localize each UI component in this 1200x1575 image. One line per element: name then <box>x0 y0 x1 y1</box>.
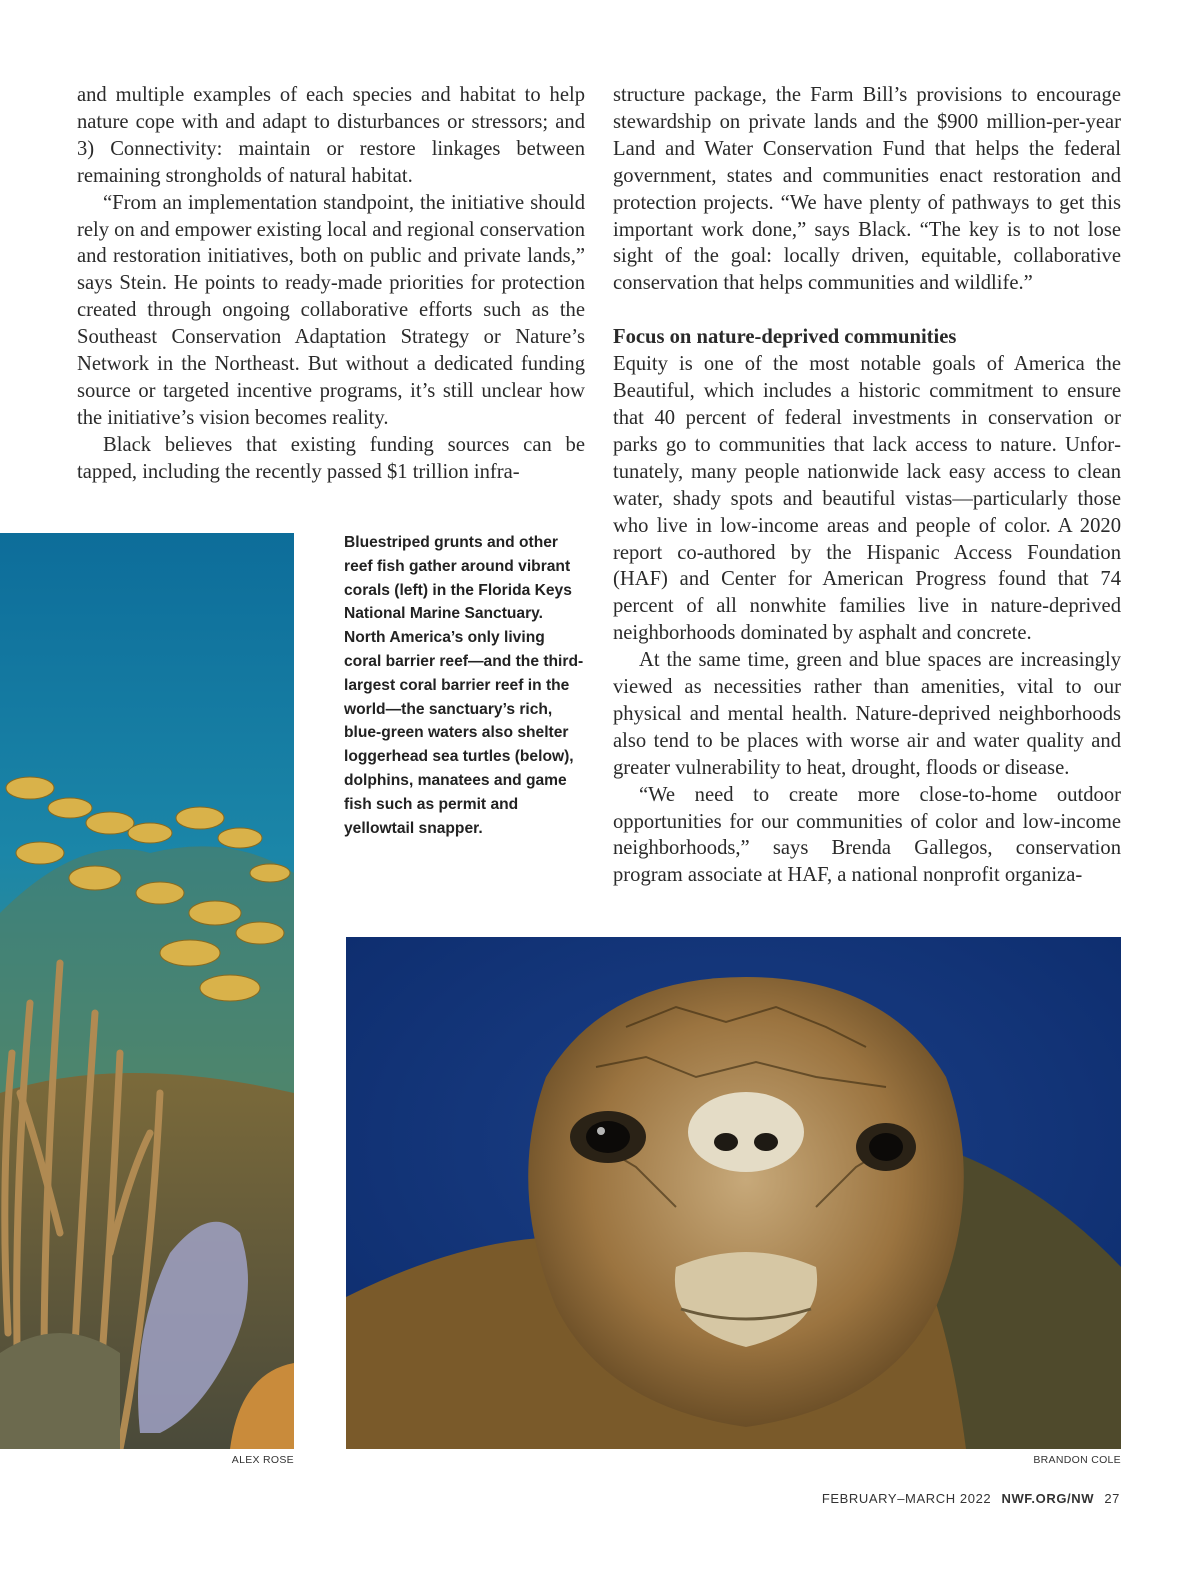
body-paragraph: Equity is one of the most notable goals of America the Beautiful, which includes a historic commitment to ensure that 40 percent of federal investments in conservation or parks go to communities that lack access to nature. Unfortunately, many people nationwide lack easy access to clean water, shady spots and beautiful vistas—particularly those who live in low-income areas and people of color. A 2020 report co-authored by the Hispanic Access Foundation (HAF) and Center for American Progress found that 74 percent of all nonwhite families live in nature-deprived neighborhoods dominated by asphalt and concrete. <box>613 353 1121 645</box>
body-paragraph: and multiple examples of each species and habitat to help nature cope with and adapt to disturbances or stressors; and 3) Connectivity: maintain or restore linkages between remaining strongholds of natural habitat. <box>77 84 585 187</box>
page-footer <box>822 1491 1120 1506</box>
coral-reef-photo <box>0 533 294 1449</box>
section-subhead: Focus on nature-deprived communities <box>613 326 957 349</box>
site-url: NWF.ORG/NW <box>1001 1491 1095 1506</box>
photo-credit-reef: ALEX ROSE <box>231 1454 294 1466</box>
left-column <box>77 82 585 486</box>
body-paragraph: structure package, the Farm Bill’s provisions to encourage stewardship on private lands and the $900 million-per-year Land and Water Conservation Fund that helps the federal government, states and communities enact restoration and protection projects. “We have plenty of pathways to get this important work done,” says Black. “The key is to not lose sight of the goal: locally driven, equitable, collaborative conservation that helps communities and wildlife.” <box>613 84 1121 295</box>
right-column <box>613 82 1121 889</box>
body-paragraph: “From an implementation standpoint, the initiative should rely on and empower existing local and regional conservation and restoration initiatives, both on public and private lands,” says Stein. He points to ready-made priorities for protection created through ongoing collaborative efforts such as the Southeast Conservation Adaptation Strategy or Nature’s Network in the Northeast. But without a dedicated funding source or targeted incentive programs, it’s still unclear how the initiative’s vision becomes reality. <box>77 191 585 429</box>
photo-caption: Bluestriped grunts and other reef fish gather around vibrant corals (left) in the Florida Keys National Marine Sanctuary. North America’s only living coral barrier reef—and the third-largest coral barrier reef in the world—the sanctuary’s rich, blue-green waters also shelter loggerhead sea turtles (below), dolphins, manatees and game fish such as permit and yellowtail snapper. <box>344 534 584 837</box>
loggerhead-turtle-photo <box>346 937 1121 1449</box>
body-paragraph: At the same time, green and blue spaces are increasingly viewed as necessities rather than amenities, vital to our physical and mental health. Nature-deprived neighborhoods also tend to be places with worse air and water quality and greater vulnerability to heat, drought, floods or disease. <box>613 649 1121 779</box>
page-number: 27 <box>1104 1491 1120 1506</box>
body-paragraph: Black believes that existing funding sources can be tapped, including the recently passed $1 trillion infra- <box>77 433 585 483</box>
photo-credit-turtle: BRANDON COLE <box>1033 1454 1121 1466</box>
body-paragraph: “We need to create more close-to-home outdoor opportunities for our communities of color and low-income neighborhoods,” says Brenda Gallegos, conservation program associate at HAF, a national nonprofit organiza- <box>613 783 1121 887</box>
issue-date: FEBRUARY–MARCH 2022 <box>821 1491 992 1506</box>
